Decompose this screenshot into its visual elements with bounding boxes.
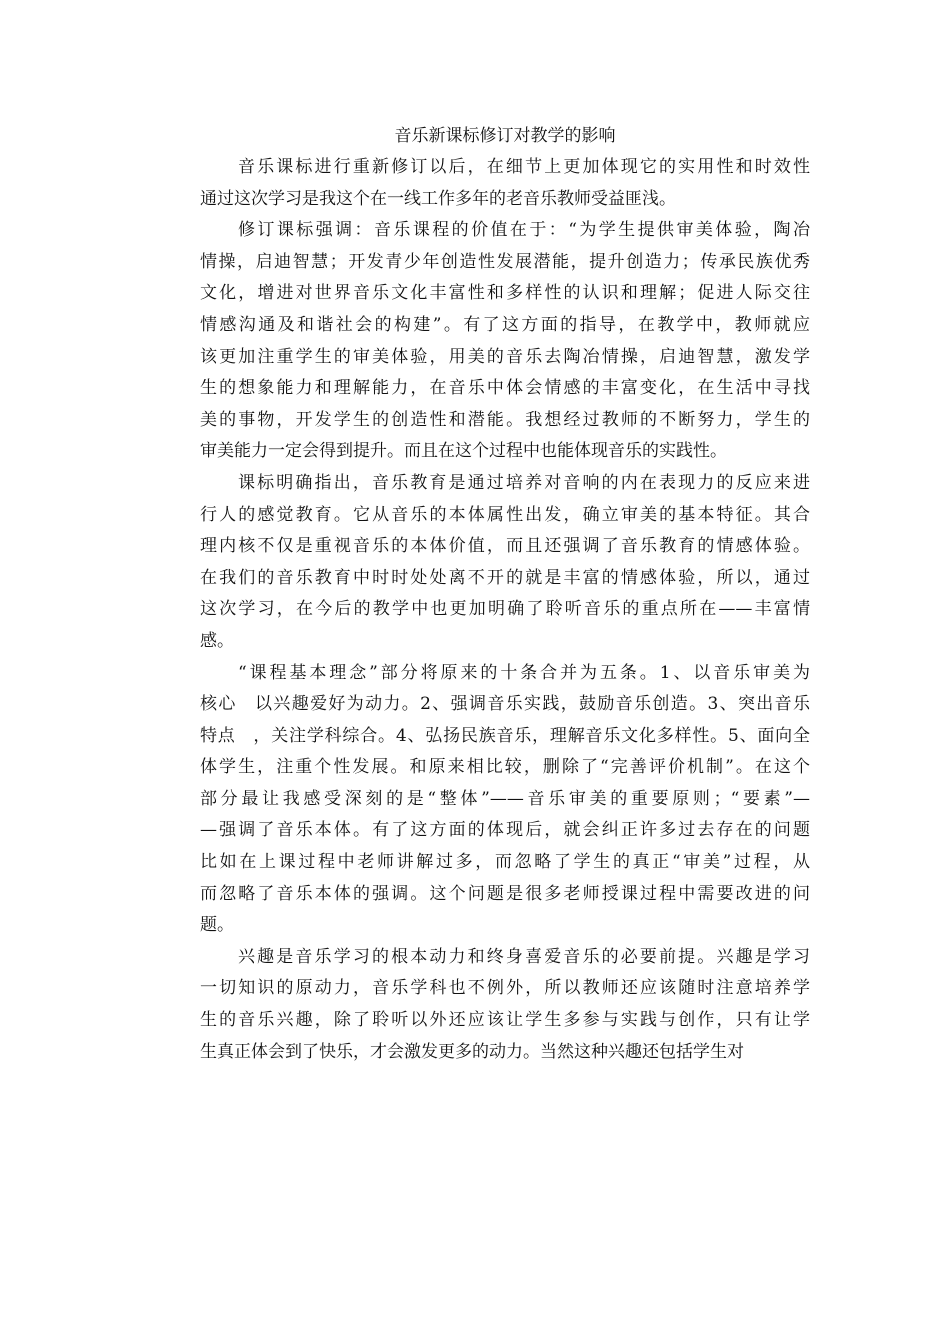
document-body	[200, 120, 810, 1068]
paragraph-line: 题。	[200, 915, 234, 936]
paragraph	[200, 468, 810, 658]
paragraph-line: 这次学习，在今后的教学中也更加明确了聆听音乐的重点所在——丰富情	[200, 599, 810, 620]
paragraph-line: 在我们的音乐教育中时时处处离不开的就是丰富的情感体验，所以，通过	[200, 567, 810, 588]
paragraph-line: 生真正体会到了快乐，才会激发更多的动力。当然这种兴趣还包括学生对	[200, 1041, 744, 1062]
paragraph-line: 特点 ，关注学科综合。4、弘扬民族音乐，理解音乐文化多样性。5、面向全	[200, 725, 810, 746]
paragraph-line: 兴趣是音乐学习的根本动力和终身喜爱音乐的必要前提。兴趣是学习	[238, 946, 810, 967]
paragraph-line: 比如在上课过程中老师讲解过多，而忽略了学生的真正“审美”过程，从	[200, 852, 810, 873]
paragraph-line: 情感沟通及和谐社会的构建”。有了这方面的指导，在教学中，教师就应	[200, 314, 810, 335]
paragraph-line: 部分最让我感受深刻的是“整体”——音乐审美的重要原则；“要素”—	[200, 788, 810, 809]
paragraph-line: 行人的感觉教育。它从音乐的本体属性出发，确立审美的基本特征。其合	[200, 504, 810, 525]
paragraph-line: 理内核不仅是重视音乐的本体价值，而且还强调了音乐教育的情感体验。	[200, 536, 810, 557]
paragraph-line: 而忽略了音乐本体的强调。这个问题是很多老师授课过程中需要改进的问	[200, 883, 810, 904]
paragraph-line: 一切知识的原动力，音乐学科也不例外，所以教师还应该随时注意培养学	[200, 978, 810, 999]
document-title: 音乐新课标修订对教学的影响	[394, 126, 616, 146]
paragraph-line: 通过这次学习是我这个在一线工作多年的老音乐教师受益匪浅。	[200, 188, 676, 209]
paragraph-line: 情操，启迪智慧；开发青少年创造性发展潜能，提升创造力；传承民族优秀	[200, 251, 810, 272]
paragraph-line: 核心 以兴趣爱好为动力。2、强调音乐实践，鼓励音乐创造。3、突出音乐	[200, 694, 810, 715]
paragraph-line: 生的想象能力和理解能力，在音乐中体会情感的丰富变化，在生活中寻找	[200, 378, 810, 399]
paragraph-line: 生的音乐兴趣，除了聆听以外还应该让学生多参与实践与创作，只有让学	[200, 1010, 810, 1031]
paragraph	[200, 658, 810, 942]
paragraph	[200, 942, 810, 1068]
paragraph-line: 审美能力一定会得到提升。而且在这个过程中也能体现音乐的实践性。	[200, 441, 727, 462]
paragraph	[200, 152, 810, 215]
paragraph-line: 音乐课标进行重新修订以后，在细节上更加体现它的实用性和时效性	[238, 157, 810, 177]
paragraph-line: 感。	[200, 630, 234, 651]
paragraph-line: —强调了音乐本体。有了这方面的体现后，就会纠正许多过去存在的问题	[200, 820, 810, 841]
paragraph-line: 修订课标强调：音乐课程的价值在于：“为学生提供审美体验，陶冶	[238, 220, 810, 241]
paragraph-line: 文化，增进对世界音乐文化丰富性和多样性的认识和理解；促进人际交往	[200, 283, 810, 304]
paragraph-line: 美的事物，开发学生的创造性和潜能。我想经过教师的不断努力，学生的	[200, 409, 810, 430]
paragraph-list	[200, 152, 810, 1068]
paragraph-line: “课程基本理念”部分将原来的十条合并为五条。1、以音乐审美为	[238, 662, 810, 683]
paragraph	[200, 215, 810, 468]
paragraph-line: 该更加注重学生的审美体验，用美的音乐去陶冶情操，启迪智慧，激发学	[200, 346, 810, 367]
paragraph-line: 体学生，注重个性发展。和原来相比较，删除了“完善评价机制”。在这个	[200, 757, 810, 778]
paragraph-line: 课标明确指出，音乐教育是通过培养对音响的内在表现力的反应来进	[238, 472, 810, 493]
